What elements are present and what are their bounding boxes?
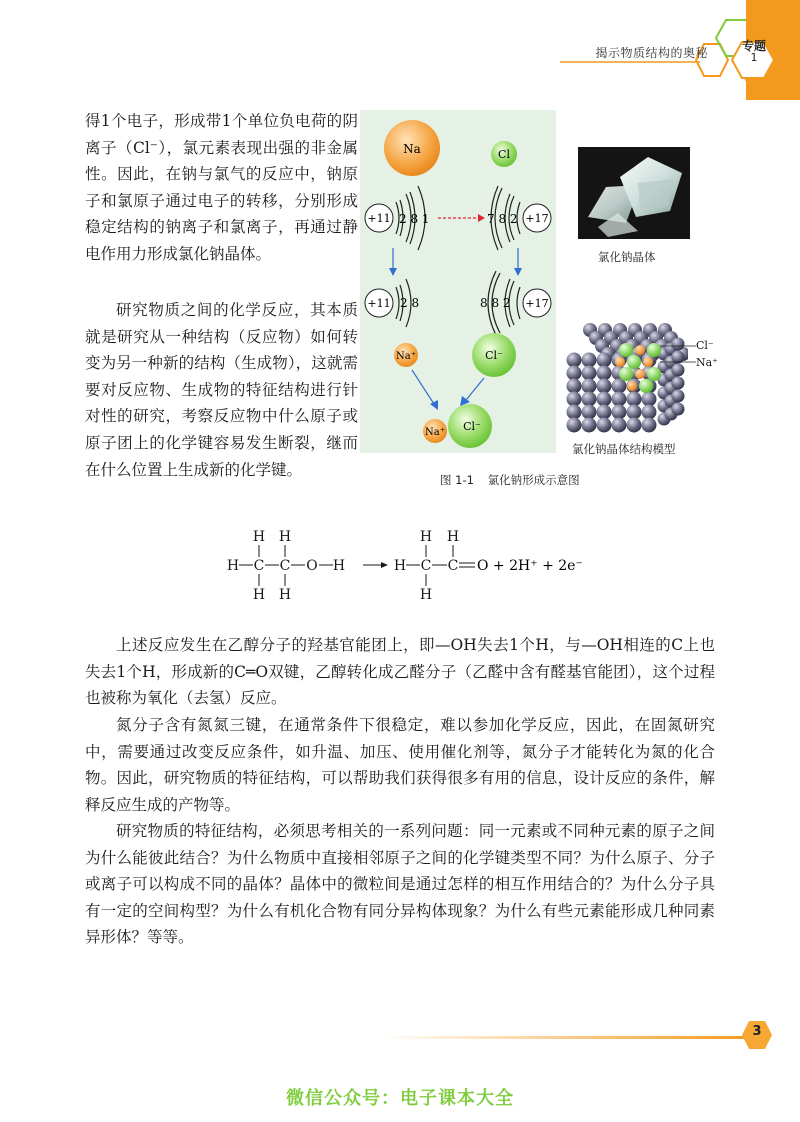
lattice-ion [672,390,685,403]
eth-c1: C [253,558,265,574]
lattice-ion [642,405,657,420]
cl-shell-electrons: 7 8 2 [487,212,518,226]
na-nucleus-charge: +11 [367,212,391,225]
model-label-cl: Cl⁻ [696,339,714,352]
eth-c2: C [279,558,291,574]
oxidation-paragraph: 上述反应发生在乙醇分子的羟基官能团上，即—OH失去1个H，与—OH相连的C上也失去1个H，形成新的C═O双键，乙醇转化成乙醛分子（乙醛中含有醛基官能团），这个过程也被称为氧化（去氢）反应。 [85,636,715,708]
figure-number: 图 1-1 [440,473,474,487]
lattice-cl-ion [639,379,653,393]
na-shell-electrons: 2 8 1 [399,212,430,226]
eth-h-top1: H [252,529,266,545]
ald-c1: C [420,558,432,574]
figure-title: 氯化钠形成示意图 [487,473,580,487]
lattice-ion [612,405,627,420]
lattice-ion [582,392,597,407]
eth-h-left: H [226,558,240,574]
na-atom-label: Na [403,142,421,156]
lattice-ion [567,405,582,420]
model-label-leaders [660,340,700,370]
watermark: 微信公众号：电子课本大全 [286,1088,514,1109]
ald-h-left: H [393,558,407,574]
lattice-ion [672,377,685,390]
page-number: 3 [752,1024,762,1039]
lattice-ion [597,366,612,381]
lattice-na-ion [643,357,653,367]
na-ion-nucleus-charge: +11 [367,297,391,310]
products: O + 2H⁺ + 2e⁻ [477,558,583,574]
photo-caption: 氯化钠晶体 [598,250,656,264]
reaction-arrowhead [381,562,388,568]
chapter-title: 揭示物质结构的奥秘 [595,46,708,60]
lattice-ion [612,392,627,407]
lattice-ion [672,403,685,416]
cl-converge-arrow [466,378,484,400]
lattice-na-ion [635,345,645,355]
lattice-ion [627,418,642,433]
electron-transfer-arrowhead [478,214,485,222]
nacl-crystal-photo [578,147,690,239]
lattice-ion [582,353,597,368]
lattice-ion [627,405,642,420]
cl-ion-shell-electrons: 8 8 2 [480,296,511,310]
ald-h-top2: H [446,529,460,545]
model-caption: 氯化钠晶体结构模型 [572,442,676,456]
lattice-cl-ion [647,343,661,357]
lattice-cl-ion [627,355,641,369]
lattice-ion [582,405,597,420]
figure-caption [440,472,580,488]
ald-h-bot: H [419,587,433,603]
badge-label: 专题 [741,39,766,53]
na-ion-shell-electrons: 2 8 [400,296,420,310]
cl-atom-label: Cl [498,148,510,161]
lattice-cl-ion [619,367,633,381]
cl-ion-nucleus-charge: +17 [525,297,549,310]
lattice-ion [642,418,657,433]
model-label-na: Na⁺ [696,356,718,369]
lattice-cl-ion [647,367,661,381]
eth-h-oh: H [332,558,346,574]
nacl-lattice-model [566,320,688,434]
cl-nucleus-charge: +17 [525,212,549,225]
lattice-ion [567,379,582,394]
eth-h-bot1: H [252,587,266,603]
lattice-ion [567,392,582,407]
structure-questions-paragraph: 研究物质的特征结构，必须思考相关的一系列问题：同一元素或不同种元素的原子之间为什么能彼此结合？为什么物质中直接相邻原子之间的化学键类型不同？为什么原子、分子或离子可以构成不同的晶体？晶体中的微粒间是通过怎样的相互作用结合的？为什么分子具有一定的空间构型？为什么有机化合物有同分异构体现象？为什么有些元素能形成几种同素异形体？等等。 [85,822,715,947]
intro-paragraph: 得1个电子，形成带1个单位负电荷的阴离子（Cl⁻），氯元素表现出强的非金属性。因此，在钠与氯气的反应中，钠原子和氯原子通过电子的转移，分别形成稳定结构的钠离子和氯离子，再通过静电作用力形成氯化钠晶体。 [85,112,358,263]
lattice-ion [582,366,597,381]
na-converge-arrow [412,370,434,404]
ethanol-oxidation-equation [225,525,585,605]
cl-ion-label: Cl⁻ [485,349,503,362]
badge-number: 1 [750,51,758,64]
lattice-ion [582,418,597,433]
lattice-ion [597,418,612,433]
nitrogen-fixation-paragraph: 氮分子含有氮氮三键，在通常条件下很稳定，难以参加化学反应，因此，在固氮研究中，需要通过改变反应条件，如升温、加压、使用催化剂等，氮分子才能转化为氮的化合物。因此，研究物质的特征结构，可以帮助我们获得很多有用的信息，设计反应的条件，解释反应生成的产物等。 [85,716,715,814]
footer-line [380,1036,750,1039]
na-ion-label: Na⁺ [396,351,416,362]
lattice-ion [582,379,597,394]
bonds [239,545,475,586]
lattice-ion [567,418,582,433]
lattice-ion [612,418,627,433]
nacl-na-label: Na⁺ [425,427,445,438]
lattice-ion [597,392,612,407]
eth-o: O [306,558,318,574]
lattice-ion [567,353,582,368]
lattice-ion [642,392,657,407]
nacl-formation-diagram [360,110,556,453]
chapter-badge [734,40,774,64]
lattice-na-ion [615,357,625,367]
ald-h-top1: H [419,529,433,545]
eth-h-bot2: H [278,587,292,603]
eth-h-top2: H [278,529,292,545]
ald-c2: C [447,558,459,574]
lattice-na-ion [627,381,637,391]
lattice-ion [597,353,612,368]
lattice-ion [597,405,612,420]
lattice-ion [567,366,582,381]
lattice-ion [597,379,612,394]
reaction-study-paragraph: 研究物质之间的化学反应，其本质就是研究从一种结构（反应物）如何转变为另一种新的结构（生成物），这就需要对反应物、生成物的特征结构进行针对性的研究，考察反应物中什么原子或原子团上的化学键容易发生断裂，继而在什么位置上生成新的化学键。 [85,301,358,479]
nacl-cl-label: Cl⁻ [463,420,481,433]
lattice-cl-ion [619,343,633,357]
lattice-na-ion [635,369,645,379]
lattice-ion [627,392,642,407]
diagram-svg [360,110,556,453]
